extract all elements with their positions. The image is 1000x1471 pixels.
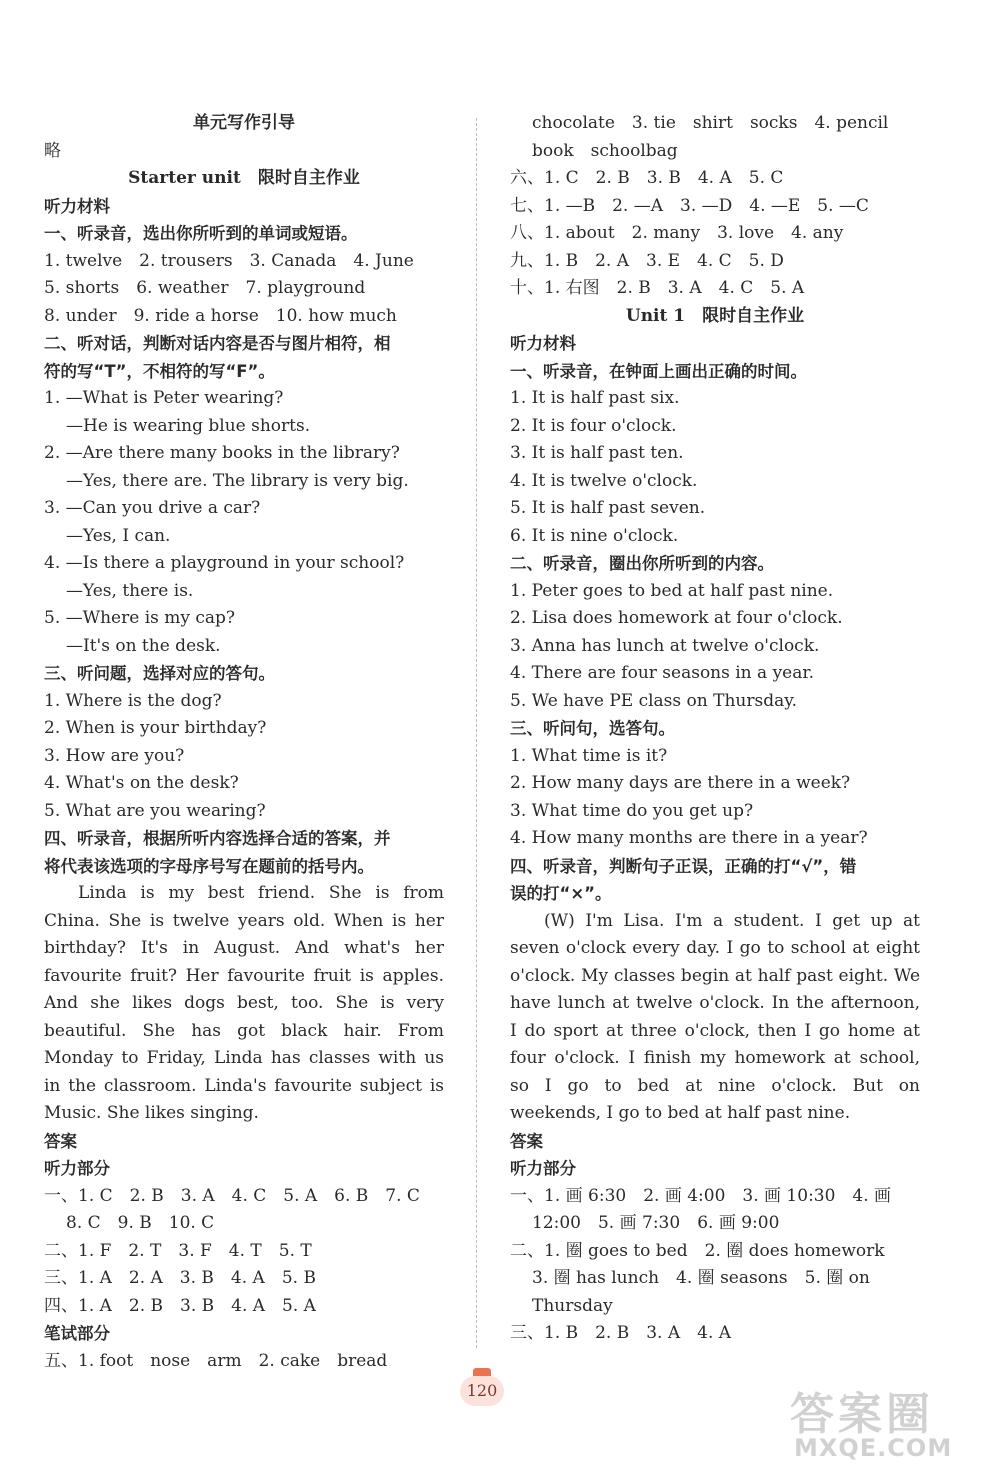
text-line: Thursday bbox=[532, 1295, 613, 1316]
text-line: 八、1. about 2. many 3. love 4. any bbox=[510, 223, 844, 243]
text-line: 一、1. 画 6:30 2. 画 4:00 3. 画 10:30 4. 画 bbox=[510, 1185, 892, 1206]
text-line: 一、听录音，在钟面上画出正确的时间。 bbox=[510, 361, 807, 381]
text-line: 5. We have PE class on Thursday. bbox=[510, 690, 797, 711]
text-line: 5. —Where is my cap? bbox=[44, 608, 236, 628]
left-column bbox=[44, 110, 444, 1375]
right-lines-bottom bbox=[510, 1128, 920, 1348]
text-line: 1. —What is Peter wearing? bbox=[44, 388, 284, 408]
text-line: 四、听录音，根据所听内容选择合适的答案，并 bbox=[44, 829, 391, 848]
text-line: Unit 1 限时自主作业 bbox=[625, 305, 805, 326]
left-lines-top bbox=[44, 110, 444, 880]
text-line: 二、听录音，圈出你所听到的内容。 bbox=[510, 554, 774, 573]
text-line: 4. It is twelve o'clock. bbox=[510, 470, 698, 491]
text-line: 听力材料 bbox=[44, 196, 110, 216]
text-line: 四、1. A 2. B 3. B 4. A 5. A bbox=[44, 1295, 316, 1316]
text-line: 听力部分 bbox=[44, 1159, 110, 1178]
text-line: 二、听对话，判断对话内容是否与图片相符，相 bbox=[44, 334, 391, 353]
text-line: 4. What's on the desk? bbox=[44, 773, 239, 793]
text-line: 1. twelve 2. trousers 3. Canada 4. June bbox=[44, 250, 414, 271]
column-divider bbox=[476, 118, 477, 1348]
left-lines-bottom bbox=[44, 1128, 444, 1376]
text-line: 误的打“×”。 bbox=[510, 884, 612, 903]
listening-passage-lisa: (W) I'm Lisa. I'm a student. I get up at seven o'clock every day. I go to school at eight o'clock. My classes begin at half past eight. We have lunch at twelve o'clock. In the afternoon, I do sport at three o'clock, then I go home at four o'clock. I finish my homework at school, so I go to bed at nine o'clock. But on weekends, I go to bed at half past nine. bbox=[510, 910, 920, 1123]
text-line: 一、1. C 2. B 3. A 4. C 5. A 6. B 7. C bbox=[44, 1185, 420, 1206]
text-line: 二、1. 圈 goes to bed 2. 圈 does homework bbox=[510, 1240, 885, 1261]
text-line: 3. —Can you drive a car? bbox=[44, 498, 261, 518]
text-line: 8. under 9. ride a horse 10. how much bbox=[44, 305, 397, 326]
text-line: 三、听问句，选答句。 bbox=[510, 719, 675, 738]
text-line: 5. It is half past seven. bbox=[510, 498, 706, 518]
text-line: 3. Anna has lunch at twelve o'clock. bbox=[510, 635, 820, 656]
text-line: 3. It is half past ten. bbox=[510, 443, 684, 463]
text-line: chocolate 3. tie shirt socks 4. pencil bbox=[532, 113, 889, 133]
text-line: 九、1. B 2. A 3. E 4. C 5. D bbox=[510, 250, 784, 271]
text-line: 4. —Is there a playground in your school? bbox=[44, 553, 405, 573]
text-line: 1. Where is the dog? bbox=[44, 690, 222, 711]
text-line: 七、1. —B 2. —A 3. —D 4. —E 5. —C bbox=[510, 195, 869, 216]
watermark-logo: 答案圈 MXQE.COM bbox=[790, 1389, 953, 1462]
text-line: 听力部分 bbox=[510, 1159, 576, 1178]
text-line: 答案 bbox=[510, 1131, 543, 1151]
text-line: 符的写“T”，不相符的写“F”。 bbox=[44, 361, 275, 381]
text-line: 3. How are you? bbox=[44, 745, 185, 766]
text-line: 答案 bbox=[44, 1131, 77, 1151]
text-line: 6. It is nine o'clock. bbox=[510, 525, 679, 546]
text-line: 略 bbox=[44, 140, 61, 161]
text-line: —Yes, there are. The library is very big. bbox=[66, 470, 409, 491]
text-line: 笔试部分 bbox=[44, 1324, 110, 1343]
text-line: 一、听录音，选出你所听到的单词或短语。 bbox=[44, 224, 358, 243]
listening-passage-linda: Linda is my best friend. She is from China. She is twelve years old. When is her birthday? It's in August. And what's her favourite fruit? Her favourite fruit is apples. And she likes dogs best, too. She is very beautiful. She has got black hair. From Monday to Friday, Linda has classes with us in the classroom. Linda's favourite subject is Music. She likes singing. bbox=[44, 883, 444, 1123]
text-line: 五、1. foot nose arm 2. cake bread bbox=[44, 1350, 388, 1371]
text-line: 三、1. A 2. A 3. B 4. A 5. B bbox=[44, 1268, 316, 1288]
text-line: 4. There are four seasons in a year. bbox=[510, 663, 815, 683]
text-line: 将代表该选项的字母序号写在题前的括号内。 bbox=[44, 856, 374, 876]
page-number: 120 bbox=[460, 1376, 504, 1406]
text-line: 12:00 5. 画 7:30 6. 画 9:00 bbox=[532, 1213, 780, 1233]
text-line: —Yes, there is. bbox=[66, 580, 194, 601]
text-line: 2. —Are there many books in the library? bbox=[44, 443, 400, 463]
text-line: 4. How many months are there in a year? bbox=[510, 828, 868, 848]
text-line: 5. What are you wearing? bbox=[44, 800, 266, 821]
right-column bbox=[510, 110, 920, 1348]
text-line: 三、1. B 2. B 3. A 4. A bbox=[510, 1323, 732, 1343]
text-line: 听力材料 bbox=[510, 334, 576, 353]
text-line: 二、1. F 2. T 3. F 4. T 5. T bbox=[44, 1240, 312, 1261]
text-line: —He is wearing blue shorts. bbox=[66, 415, 311, 436]
right-lines-top bbox=[510, 110, 920, 908]
text-line: 5. shorts 6. weather 7. playground bbox=[44, 278, 366, 298]
text-line: 2. How many days are there in a week? bbox=[510, 773, 851, 793]
text-line: 2. Lisa does homework at four o'clock. bbox=[510, 608, 843, 628]
text-line: 2. When is your birthday? bbox=[44, 718, 267, 738]
text-line: 3. What time do you get up? bbox=[510, 800, 754, 821]
text-line: 1. What time is it? bbox=[510, 745, 668, 766]
text-line: 十、1. 右图 2. B 3. A 4. C 5. A bbox=[510, 278, 805, 298]
text-line: 单元写作引导 bbox=[193, 113, 295, 133]
text-line: 8. C 9. B 10. C bbox=[66, 1213, 215, 1233]
text-line: 1. It is half past six. bbox=[510, 388, 680, 408]
text-line: —Yes, I can. bbox=[66, 525, 171, 546]
text-line: 四、听录音，判断句子正误，正确的打“√”，错 bbox=[510, 856, 857, 876]
text-line: 3. 圈 has lunch 4. 圈 seasons 5. 圈 on bbox=[532, 1268, 870, 1288]
text-line: 三、听问题，选择对应的答句。 bbox=[44, 664, 275, 683]
text-line: book schoolbag bbox=[532, 140, 678, 161]
text-line: 六、1. C 2. B 3. B 4. A 5. C bbox=[510, 168, 784, 188]
text-line: Starter unit 限时自主作业 bbox=[128, 168, 360, 188]
text-line: —It's on the desk. bbox=[66, 635, 221, 656]
text-line: 2. It is four o'clock. bbox=[510, 415, 677, 436]
text-line: 1. Peter goes to bed at half past nine. bbox=[510, 580, 834, 601]
